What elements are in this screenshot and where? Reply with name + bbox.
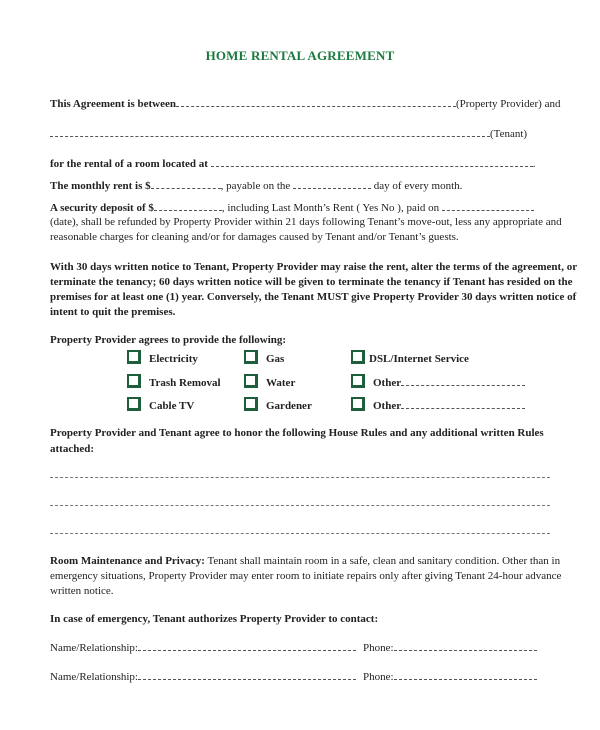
deposit-amount-field[interactable] xyxy=(154,200,222,211)
parties-line-1 xyxy=(50,96,560,111)
contact-2-phone-field[interactable] xyxy=(394,669,537,680)
deposit-lead: A security deposit of $ xyxy=(50,202,154,214)
notice-line-3: premises for at least one (1) year. Conversely, the Tenant MUST give Property Provider 30 days written notice of xyxy=(50,291,577,303)
checkbox-icon[interactable] xyxy=(127,374,141,388)
checkbox-icon[interactable] xyxy=(244,350,258,364)
deposit-line-1 xyxy=(50,200,534,215)
service-electricity[interactable] xyxy=(127,350,198,366)
service-label: Cable TV xyxy=(149,400,195,412)
parties-line-2 xyxy=(50,126,527,141)
room-address-field[interactable] xyxy=(211,156,533,167)
checkbox-icon[interactable] xyxy=(244,374,258,388)
rules-line-2: attached: xyxy=(50,443,94,455)
contact-row-2 xyxy=(50,669,356,684)
contact-1-name-field[interactable] xyxy=(138,640,356,651)
service-dsl[interactable] xyxy=(351,350,469,366)
service-label: Other xyxy=(373,377,402,389)
house-rules-line-3[interactable] xyxy=(50,533,550,534)
deposit-line-2: (date), shall be refunded by Property Provider within 21 days following Tenant’s move-out, less any appropriate and xyxy=(50,216,562,228)
rent-mid: , payable on the xyxy=(220,180,291,192)
rent-lead: The monthly rent is $ xyxy=(50,180,151,192)
checkbox-icon[interactable] xyxy=(244,397,258,411)
service-other-1[interactable] xyxy=(351,374,525,390)
name-label: Name/Relationship: xyxy=(50,671,138,683)
notice-line-1: With 30 days written notice to Tenant, Property Provider may raise the rent, alter the terms of the agreement, or xyxy=(50,261,578,273)
service-label: Gas xyxy=(266,353,285,365)
contact-row-1-phone xyxy=(363,640,537,655)
house-rules-line-1[interactable] xyxy=(50,477,550,478)
tenant-name-field[interactable] xyxy=(50,126,490,137)
contact-row-2-phone xyxy=(363,669,537,684)
maintenance-text: Tenant shall maintain room in a safe, clean and sanitary condition. Other than in xyxy=(204,555,561,567)
phone-label: Phone: xyxy=(363,642,394,654)
checkbox-icon[interactable] xyxy=(127,397,141,411)
service-cable[interactable] xyxy=(127,397,194,413)
location-line xyxy=(50,156,535,171)
contact-row-1 xyxy=(50,640,356,655)
document-title: HOME RENTAL AGREEMENT xyxy=(205,48,395,63)
house-rules-line-2[interactable] xyxy=(50,505,550,506)
maintenance-line-2: emergency situations, Property Provider may enter room to initiate repairs only after giving Tenant 24-hour advance xyxy=(50,570,562,582)
deposit-date-field[interactable] xyxy=(442,200,534,211)
location-end: . xyxy=(532,158,536,170)
service-gardener[interactable] xyxy=(244,397,312,413)
service-other-2[interactable] xyxy=(351,397,525,413)
deposit-mid: , including Last Month’s Rent ( Yes No ), paid on xyxy=(221,202,440,214)
provider-label: (Property Provider) and xyxy=(455,98,561,110)
notice-line-2: terminate the tenancy; 60 days written notice will be given to terminate the tenancy if Tenant has resided on the xyxy=(50,276,573,288)
service-label: Trash Removal xyxy=(149,377,221,389)
checkbox-icon[interactable] xyxy=(351,350,365,364)
contact-1-phone-field[interactable] xyxy=(394,640,537,651)
rent-line xyxy=(50,178,462,193)
rent-amount-field[interactable] xyxy=(151,178,221,189)
provider-name-field[interactable] xyxy=(176,96,456,107)
other-1-field[interactable] xyxy=(401,375,525,386)
phone-label: Phone: xyxy=(363,671,394,683)
maintenance-line-1 xyxy=(50,554,560,568)
maintenance-line-3: written notice. xyxy=(50,585,114,597)
rent-end: day of every month. xyxy=(373,180,463,192)
deposit-line-3: reasonable charges for cleaning and/or for damages caused by Tenant and/or Tenant’s guests. xyxy=(50,231,459,243)
service-label: Gardener xyxy=(266,400,312,412)
checkbox-icon[interactable] xyxy=(351,374,365,388)
checkbox-icon[interactable] xyxy=(127,350,141,364)
location-lead: for the rental of a room located at xyxy=(50,158,208,170)
service-gas[interactable] xyxy=(244,350,284,366)
service-label: DSL/Internet Service xyxy=(369,353,469,365)
service-trash[interactable] xyxy=(127,374,221,390)
contact-2-name-field[interactable] xyxy=(138,669,356,680)
service-label: Electricity xyxy=(149,353,198,365)
rent-day-field[interactable] xyxy=(293,178,371,189)
tenant-label: (Tenant) xyxy=(490,128,528,140)
parties-lead: This Agreement is between xyxy=(50,98,176,110)
emergency-heading: In case of emergency, Tenant authorizes Property Provider to contact: xyxy=(50,613,379,625)
name-label: Name/Relationship: xyxy=(50,642,138,654)
other-2-field[interactable] xyxy=(401,398,525,409)
service-water[interactable] xyxy=(244,374,295,390)
maintenance-heading: Room Maintenance and Privacy: xyxy=(50,555,205,567)
rules-line-1: Property Provider and Tenant agree to honor the following House Rules and any additional written Rules xyxy=(50,427,544,439)
services-heading: Property Provider agrees to provide the following: xyxy=(50,334,287,346)
service-label: Water xyxy=(266,377,296,389)
service-label: Other xyxy=(373,400,402,412)
notice-line-4: intent to quit the premises. xyxy=(50,306,176,318)
checkbox-icon[interactable] xyxy=(351,397,365,411)
